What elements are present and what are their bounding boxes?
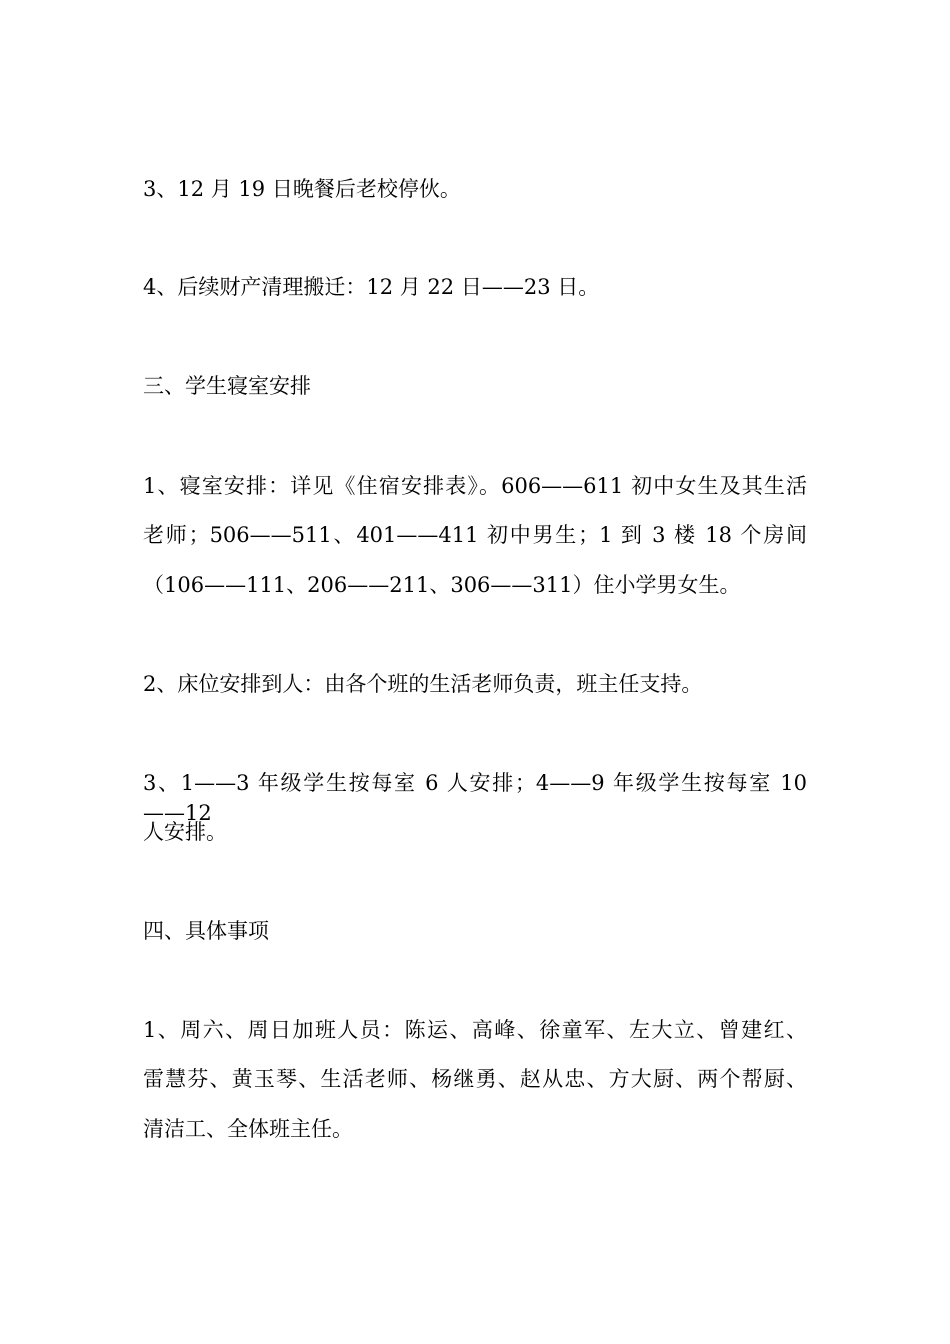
paragraph-line-8: 3、1——3 年级学生按每室 6 人安排；4——9 年级学生按每室 10——12: [143, 771, 807, 825]
paragraph-line-7: 2、床位安排到人：由各个班的生活老师负责，班主任支持。: [143, 672, 703, 696]
paragraph-line-11: 1、周六、周日加班人员：陈运、高峰、徐童军、左大立、曾建红、: [143, 1018, 807, 1042]
paragraph-line-12: 雷慧芬、黄玉琴、生活老师、杨继勇、赵从忠、方大厨、两个帮厨、: [143, 1067, 807, 1091]
paragraph-line-9: 人安排。: [143, 820, 227, 844]
paragraph-line-1: 3、12 月 19 日晚餐后老校停伙。: [143, 177, 461, 201]
paragraph-line-13: 清洁工、全体班主任。: [143, 1117, 353, 1141]
paragraph-line-4: 1、寝室安排：详见《住宿安排表》。606——611 初中女生及其生活: [143, 474, 807, 498]
paragraph-line-6: （106——111、206——211、306——311）住小学男女生。: [143, 573, 741, 597]
section-heading-3: 三、学生寝室安排: [143, 374, 311, 398]
paragraph-line-2: 4、后续财产清理搬迁：12 月 22 日——23 日。: [143, 275, 600, 299]
section-heading-4: 四、具体事项: [143, 919, 269, 943]
paragraph-line-5: 老师；506——511、401——411 初中男生；1 到 3 楼 18 个房间: [143, 523, 807, 547]
